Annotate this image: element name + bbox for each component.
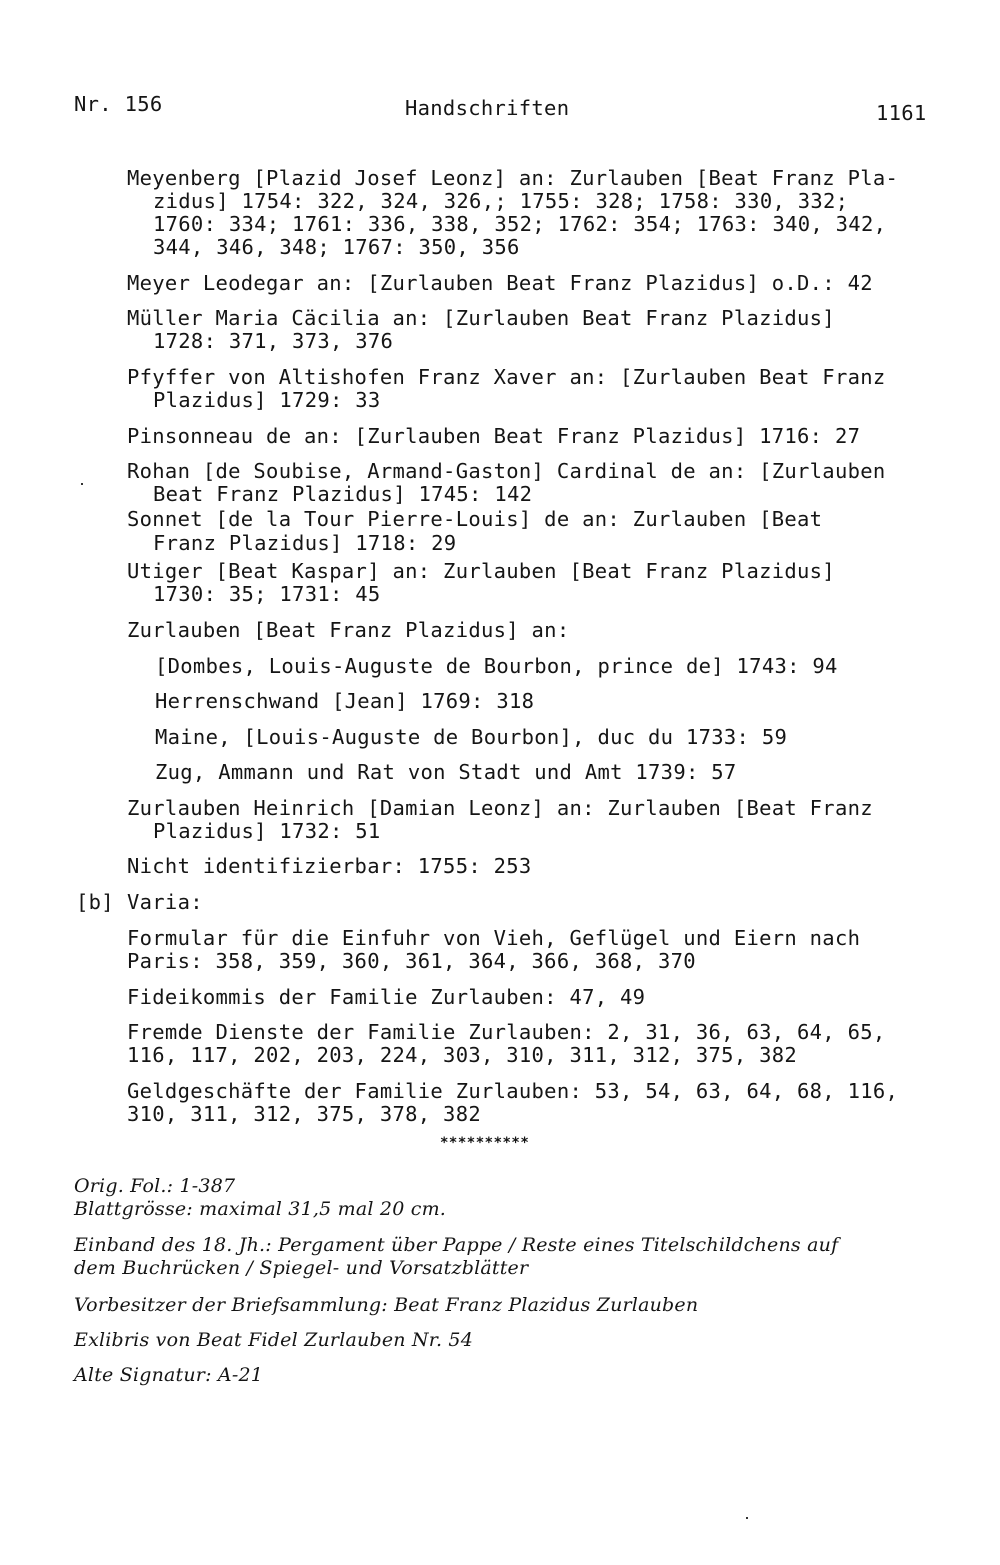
entry-line: Formular für die Einfuhr von Vieh, Geflügel und Eiern nach [127,926,861,950]
section-marker: [b] [76,890,114,914]
entry-line: Plazidus] 1729: 33 [153,388,381,412]
note-line: Orig. Fol.: 1-387 [74,1175,236,1197]
entry-line: Maine, [Louis-Auguste de Bourbon], duc du 1733: 59 [155,725,788,749]
entry-line: Herrenschwand [Jean] 1769: 318 [155,689,535,713]
entry-line: Franz Plazidus] 1718: 29 [153,531,457,555]
entry-line: zidus] 1754: 322, 324, 326,; 1755: 328; 1758: 330, 332; [153,189,849,213]
note-line: Einband des 18. Jh.: Pergament über Pappe / Reste eines Titelschildchens auf [74,1234,839,1256]
entry-line: Rohan [de Soubise, Armand-Gaston] Cardinal de an: [Zurlauben [127,459,886,483]
note-line: Exlibris von Beat Fidel Zurlauben Nr. 54 [74,1329,474,1351]
section-heading: Varia: [127,890,203,914]
running-title: Handschriften [405,96,570,120]
entry-line: 1760: 334; 1761: 336, 338, 352; 1762: 354; 1763: 340, 342, [153,212,887,236]
entry-line: Sonnet [de la Tour Pierre-Louis] de an: Zurlauben [Beat [127,507,823,531]
note-line: Vorbesitzer der Briefsammlung: Beat Franz Plazidus Zurlauben [74,1294,699,1316]
entry-line: Fremde Dienste der Familie Zurlauben: 2, 31, 36, 63, 64, 65, [127,1020,886,1044]
entry-line: Geldgeschäfte der Familie Zurlauben: 53, 54, 63, 64, 68, 116, [127,1079,899,1103]
entry-line: Fideikommis der Familie Zurlauben: 47, 49 [127,985,646,1009]
entry-line: Zurlauben Heinrich [Damian Leonz] an: Zurlauben [Beat Franz [127,796,873,820]
entry-line: Zurlauben [Beat Franz Plazidus] an: [127,618,570,642]
entry-line: Pfyffer von Altishofen Franz Xaver an: [Zurlauben Beat Franz [127,365,886,389]
entry-line: 344, 346, 348; 1767: 350, 356 [153,235,520,259]
entry-line: Nicht identifizierbar: 1755: 253 [127,854,532,878]
entry-line: Paris: 358, 359, 360, 361, 364, 366, 368, 370 [127,949,696,973]
separator: ********** [440,1135,530,1151]
entry-line: Beat Franz Plazidus] 1745: 142 [153,482,533,506]
header-number: Nr. 156 [74,92,163,116]
scan-speck [81,483,83,485]
scan-speck [746,1517,748,1519]
entry-line: 116, 117, 202, 203, 224, 303, 310, 311, 312, 375, 382 [127,1043,798,1067]
entry-line: [Dombes, Louis-Auguste de Bourbon, prince de] 1743: 94 [155,654,838,678]
entry-line: Pinsonneau de an: [Zurlauben Beat Franz Plazidus] 1716: 27 [127,424,861,448]
entry-line: Utiger [Beat Kaspar] an: Zurlauben [Beat Franz Plazidus] [127,559,835,583]
entry-line: 1730: 35; 1731: 45 [153,582,381,606]
entry-line: Meyenberg [Plazid Josef Leonz] an: Zurlauben [Beat Franz Pla- [127,166,899,190]
entry-line: Meyer Leodegar an: [Zurlauben Beat Franz Plazidus] o.D.: 42 [127,271,873,295]
page-number: 1161 [876,101,927,125]
entry-line: Plazidus] 1732: 51 [153,819,381,843]
entry-line: 310, 311, 312, 375, 378, 382 [127,1102,481,1126]
note-line: Blattgrösse: maximal 31,5 mal 20 cm. [74,1198,447,1220]
note-line: Alte Signatur: A-21 [74,1364,264,1386]
entry-line: Müller Maria Cäcilia an: [Zurlauben Beat Franz Plazidus] [127,306,835,330]
note-line: dem Buchrücken / Spiegel- und Vorsatzblätter [74,1257,529,1279]
entry-line: 1728: 371, 373, 376 [153,329,394,353]
entry-line: Zug, Ammann und Rat von Stadt und Amt 1739: 57 [155,760,737,784]
